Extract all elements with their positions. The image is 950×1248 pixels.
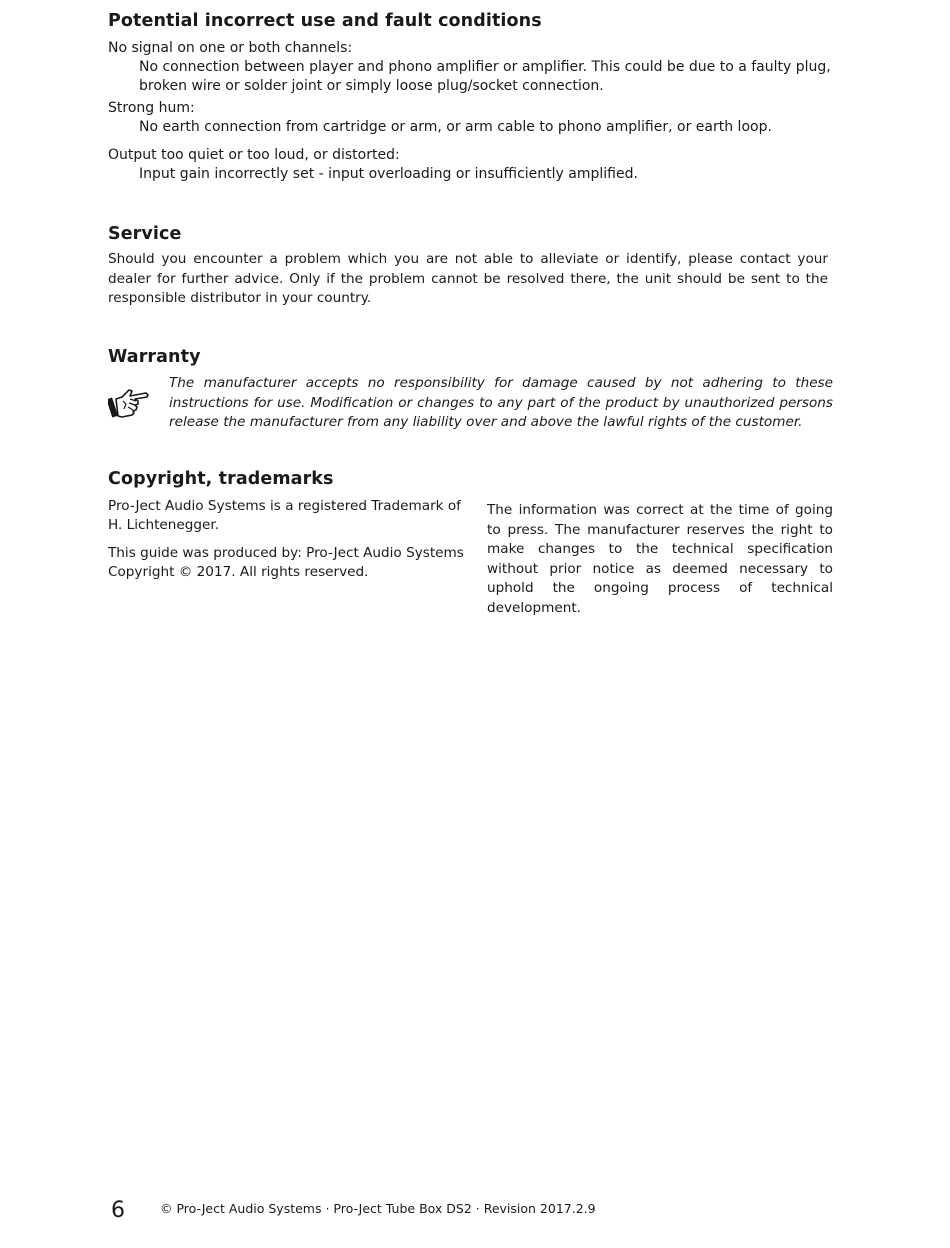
fault-item-label: No signal on one or both channels: [108, 40, 353, 56]
fault-item-description: No earth connection from cartridge or arm, or arm cable to phono amplifier, or earth loop. [139, 119, 772, 135]
fault-item-label: Strong hum: [108, 100, 195, 116]
fault-item-description: No connection between player and phono amplifier or amplifier. This could be due to a faulty plug, [139, 59, 831, 75]
warranty-text: The manufacturer accepts no responsibility for damage caused by not adhering to these instructions for use. Modification or changes to any part of the product by unauthorized persons release the manufacturer from any liability over and above the lawful rights of the customer. [169, 375, 833, 430]
pointing-hand-icon [108, 384, 150, 420]
fault-item-label: Output too quiet or too loud, or distorted: [108, 147, 400, 163]
page-number: 6 [111, 1198, 125, 1223]
fault-item-description: Input gain incorrectly set - input overloading or insufficiently amplified. [139, 166, 638, 182]
warranty-heading: Warranty [108, 347, 201, 367]
fault-conditions-heading: Potential incorrect use and fault conditions [108, 11, 542, 31]
copyright-notice-line: Copyright © 2017. All rights reserved. [108, 564, 369, 580]
copyright-produced-line: This guide was produced by: Pro-Ject Audio Systems [108, 545, 464, 561]
fault-item-description: broken wire or solder joint or simply loose plug/socket connection. [139, 78, 604, 94]
copyright-trademark-line: Pro-Ject Audio Systems is a registered Trademark of [108, 498, 461, 514]
copyright-heading: Copyright, trademarks [108, 469, 334, 489]
service-text: Should you encounter a problem which you are not able to alleviate or identify, please contact your dealer for further advice. Only if the problem cannot be resolved there, the unit should be sent to the responsible distributor in your country. [108, 251, 828, 306]
footer-text: © Pro-Ject Audio Systems · Pro-Ject Tube Box DS2 · Revision 2017.2.9 [160, 1201, 596, 1216]
service-heading: Service [108, 224, 182, 244]
copyright-trademark-line: H. Lichtenegger. [108, 517, 220, 533]
copyright-info-text: The information was correct at the time of going to press. The manufacturer reserves the right to make changes to the technical specification without prior notice as deemed necessary to uphold the ongoing process of technical development. [487, 502, 833, 616]
